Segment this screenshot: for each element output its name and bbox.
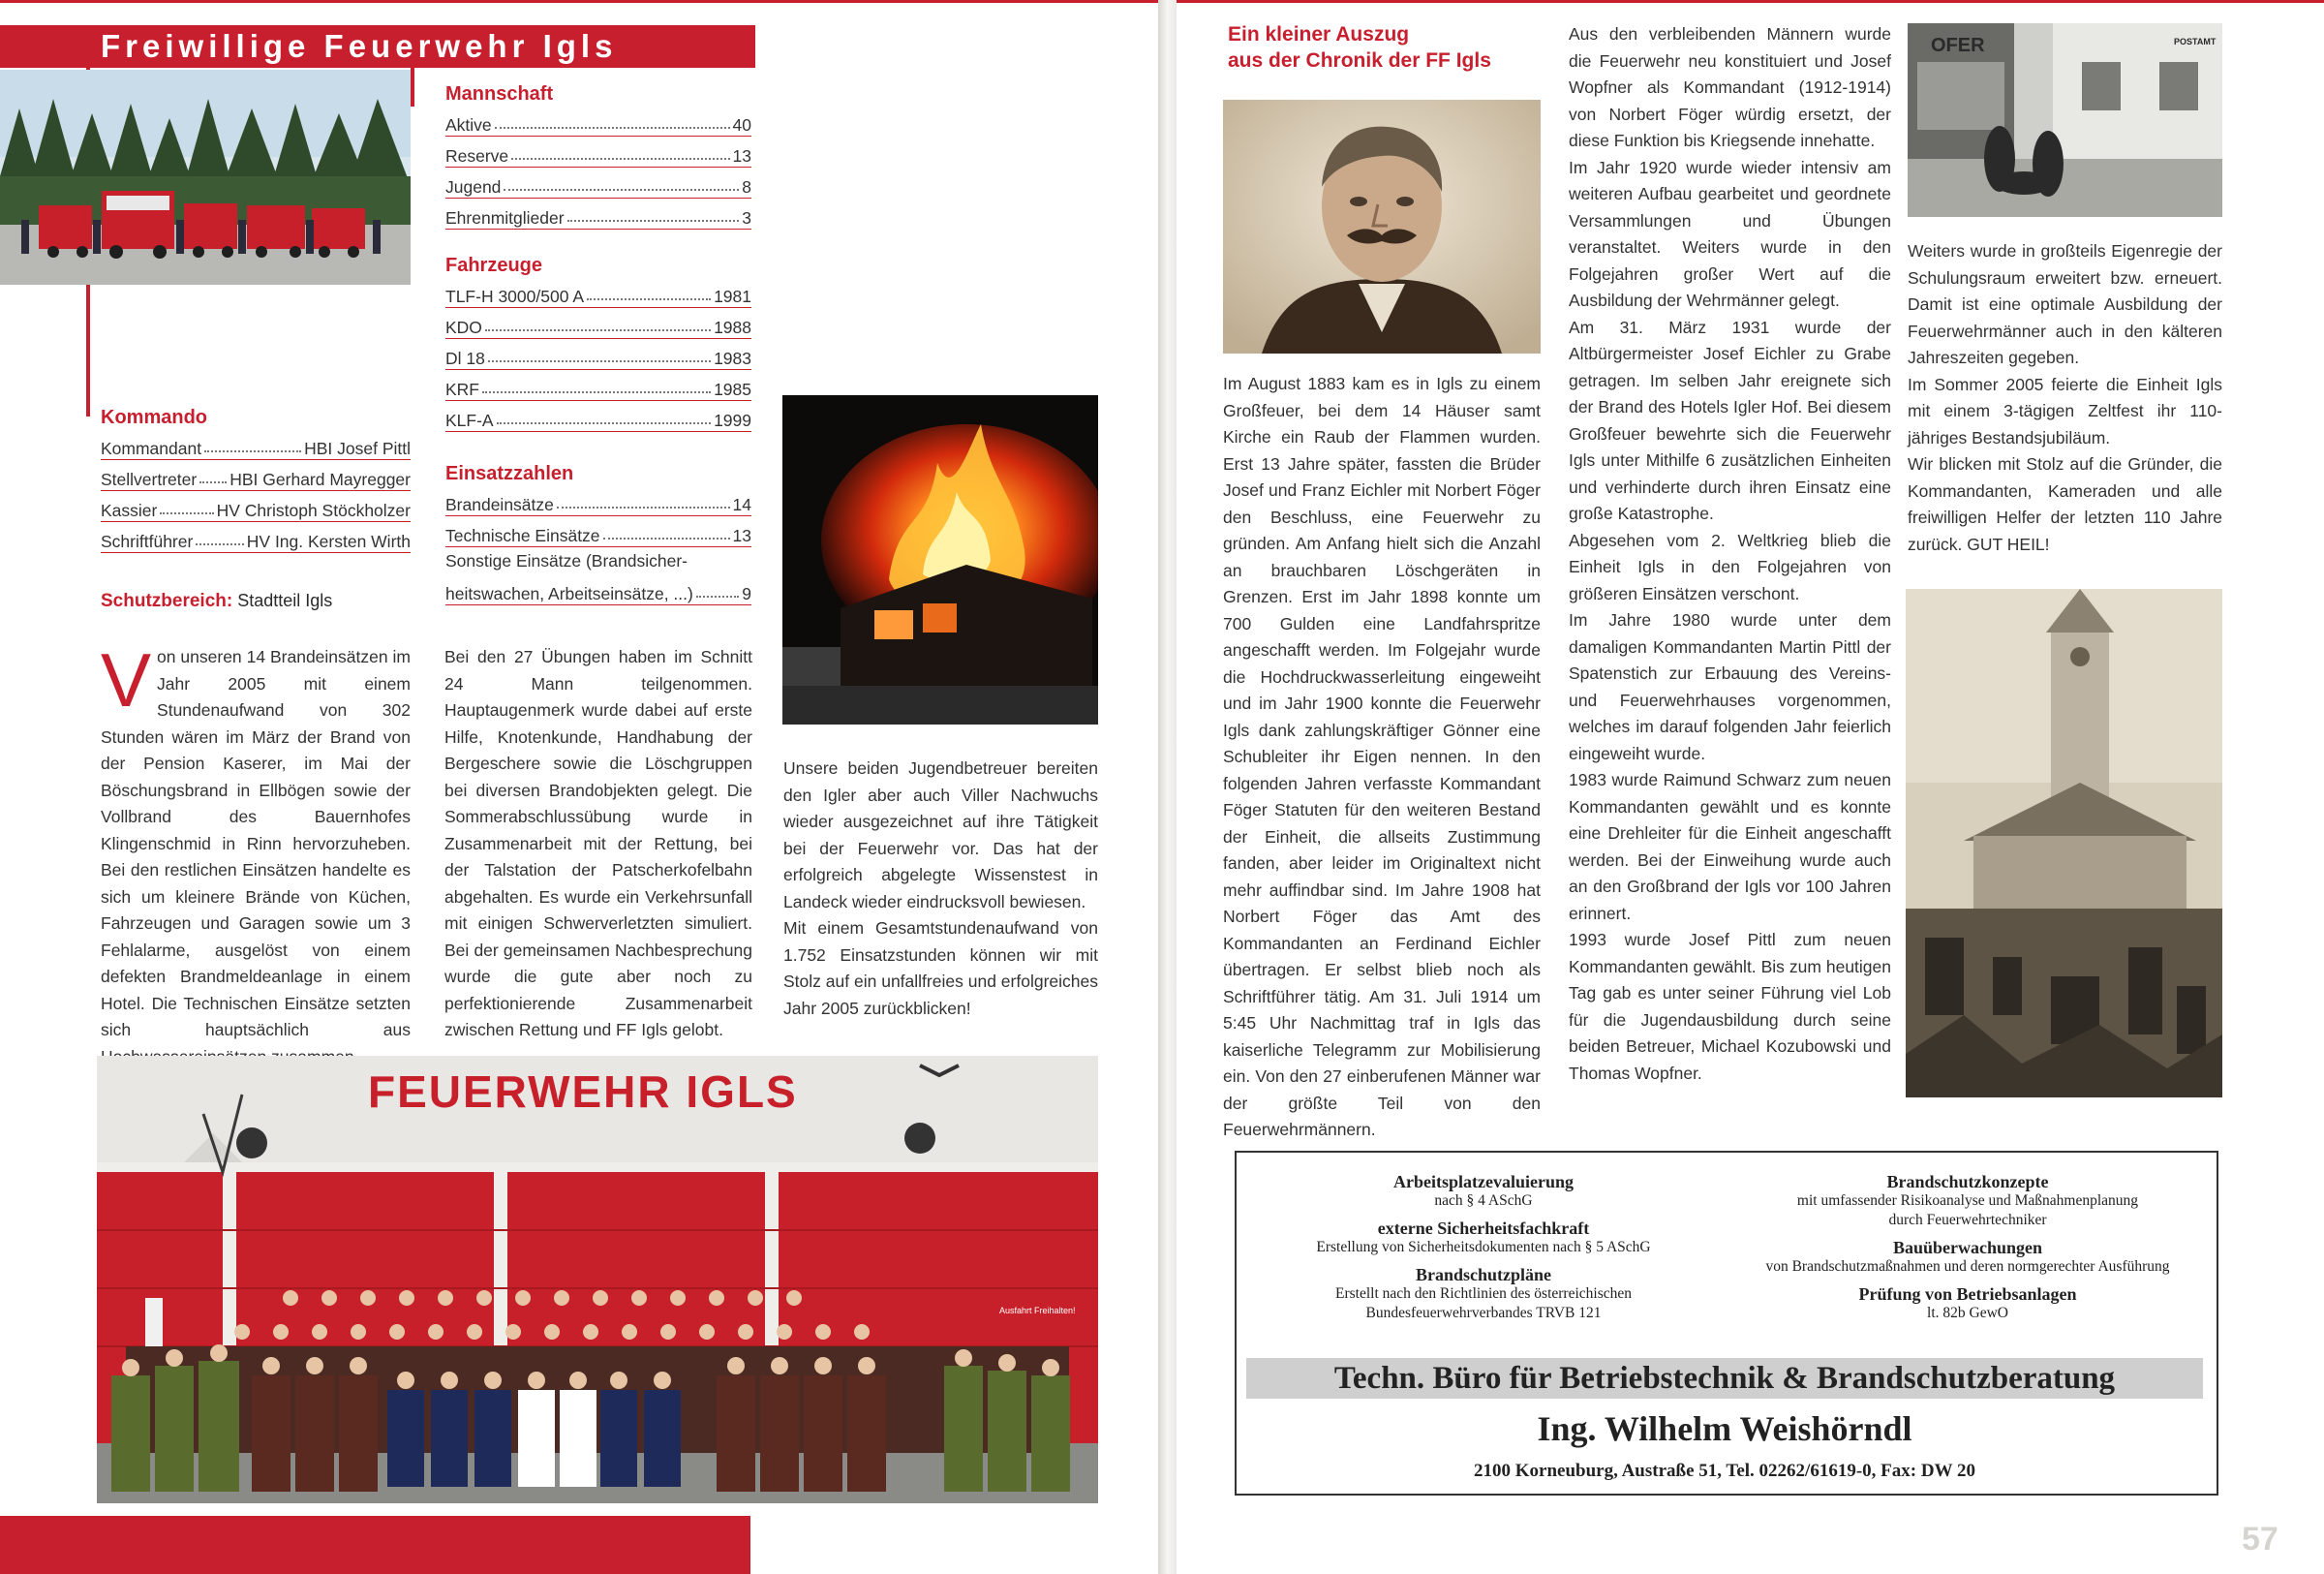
mannschaft-section xyxy=(445,83,751,230)
list-item: Jugend 8 xyxy=(445,168,751,199)
einsatzzahlen-heading: Einsatzzahlen xyxy=(445,463,574,484)
list-item: Kassier HV Christoph Stöckholzer xyxy=(101,491,411,522)
old-street-photo xyxy=(1908,23,2222,217)
schutzbereich: Schutzbereich: Stadtteil Igls xyxy=(101,591,333,611)
fire-trucks-photo xyxy=(0,70,411,285)
list-item: Dl 18 1983 xyxy=(445,339,751,370)
chronik-heading: Ein kleiner Auszug aus der Chronik der FF Igls xyxy=(1228,23,1491,72)
old-photo-sign-postamt: POSTAMT xyxy=(2174,37,2217,46)
ad-name: Ing. Wilhelm Weishörndl xyxy=(1537,1409,1912,1448)
mannschaft-list xyxy=(445,106,751,230)
garage-sign: Ausfahrt Freihalten! xyxy=(999,1306,1076,1315)
ad-left-column: Arbeitsplatzevaluierung nach § 4 ASchG externe Sicherheitsfachkraft Erstellung von Sicherheitsdokumenten nach § 5 ASchG Brandschutzpläne Erstellt nach den Richtlinien des österreichischen Bundesfeuerwehrverbandes TRVB 121 xyxy=(1316,1172,1651,1321)
list-item: KLF-A 1999 xyxy=(445,401,751,432)
portrait-photo xyxy=(1223,100,1541,354)
list-item: KDO 1988 xyxy=(445,308,751,339)
group-photo xyxy=(97,1056,1098,1503)
list-item: Ehrenmitglieder 3 xyxy=(445,199,751,230)
list-item: Schriftführer HV Ing. Kersten Wirth xyxy=(101,522,411,553)
church-ruins-photo xyxy=(1906,589,2222,1097)
page-title: Freiwillige Feuerwehr Igls xyxy=(0,25,755,68)
mannschaft-heading: Mannschaft xyxy=(445,83,554,105)
chronik-column-3: Weiters wurde in großteils Eigenregie der Schulungsraum erweitert bzw. erneuert. Damit ist eine optimale Ausbildung der Feuerwehrmänner auch in den kälteren Jahreszeiten gegeben. Im Sommer 2005 feierte die Einheit Igls mit einem 3-tägigen Zeltfest ihr 110-jähriges Bestandsjubiläum. Wir blicken mit Stolz auf die Gründer, die Kommandanten, Kameraden und alle freiwilligen Helfer der letzten 110 Jahre zurück. GUT HEIL! xyxy=(1908,241,2222,554)
list-item: TLF-H 3000/500 A 1981 xyxy=(445,277,751,308)
ad-banner: Techn. Büro für Betriebstechnik & Brandschutzberatung xyxy=(1246,1358,2203,1399)
fire-photo xyxy=(782,395,1098,725)
article-column-3: Unsere beiden Jugendbetreuer bereiten den Igler aber auch Viller Nachwuchs wieder ausgezeichnet auf ihre Tätigkeit bei der Feuerwehr vor. Das hat der erfolgreich abgelegte Wissenstest in Landeck wieder eindrucksvoll bewiesen. Mit einem Gesamtstundenaufwand von 1.752 Einsatzstunden können wir mit Stolz auf ein unfallfreies und erfolgreiches Jahr 2005 zurückblicken! xyxy=(783,758,1098,1018)
fahrzeuge-section xyxy=(445,255,751,432)
list-item: Stellvertreter HBI Gerhard Mayregger xyxy=(101,460,411,491)
right-page xyxy=(1177,0,2324,1574)
list-item: Kommandant HBI Josef Pittl xyxy=(101,429,411,460)
page-number: 57 xyxy=(2242,1521,2278,1558)
list-item: KRF 1985 xyxy=(445,370,751,401)
chronik-column-1: Im August 1883 kam es in Igls zu einem Großfeuer, bei dem 14 Häuser samt Kirche ein Raub der Flammen wurden. Erst 13 Jahre später, fassten die Brüder Josef und Franz Eichler mit Norbert Föger den Beschluss, eine Feuerwehr zu gründen. Am Anfang hielt sich die Anzahl an brauchbaren Löschgeräten in Grenzen. Erst im Jahr 1898 konnte um 700 Gulden eine Landfahrspritze angeschafft werden. Im Folgejahr wurde die Hochdruckwasserleitung eingeweiht und im Jahr 1900 konnte die Feuerwehr Igls dank zahlungskräftiger Gönner eine Schubleiter ihr Eigen nennen. In den folgenden Jahren verfasste Kommandant Föger Statuten für den weiteren Bestand der Einheit, die allseits Zustimmung fanden, aber leider im Originaltext nicht mehr auffindbar sind. Im Jahre 1908 hat Norbert Föger das Amt des Kommandanten an Ferdinand Eichler übertragen. Er selbst blieb noch als Schriftführer tätig. Am 31. Juli 1914 um 5:45 Uhr Nachmittag traf in Igls das kaiserliche Telegramm zur Mobilisierung ein. Von den 27 einberufenen Männer war der größte Teil von den Feuerwehrmännern. xyxy=(1223,374,1541,1139)
list-item: Technische Einsätze 13 xyxy=(445,516,751,547)
advertisement xyxy=(1235,1151,2218,1496)
kommando-heading: Kommando xyxy=(101,407,207,428)
list-item: Brandeinsätze 14 xyxy=(445,485,751,516)
list-item: heitswachen, Arbeitseinsätze, ...) 9 xyxy=(445,574,751,605)
station-sign: FEUERWEHR IGLS xyxy=(368,1066,798,1117)
red-rule-vertical xyxy=(411,68,414,107)
article-column-1: V on unseren 14 Brandeinsätzen im Jahr 2005 mit einem Stundenaufwand von 302 Stunden wären im März der Brand von der Pension Kaserer, im Mai der Böschungsbrand in Ellbögen sowie der Vollbrand des Bauernhofes Klingenschmid in Rinn hervorzuheben. Bei den restlichen Einsätzen handelte es sich um kleinere Brände von Küchen, Fahrzeugen und Garagen sowie um 3 Fehlalarme, ausgelöst von einem defekten Brandmeldeanlage in einem Hotel. Die Technischen Einsätze setzten sich hauptsächlich aus xyxy=(101,637,411,1039)
old-photo-sign-ofer: OFER xyxy=(1931,35,1985,56)
drop-cap: V xyxy=(101,637,152,723)
kommando-section xyxy=(101,407,411,553)
list-item: Aktive 40 xyxy=(445,106,751,137)
sonstige-line1: Sonstige Einsätze (Brandsicher- xyxy=(445,551,688,571)
chronik-column-2: Aus den verbleibenden Männern wurde die Feuerwehr neu konstituiert und Josef Wopfner als Kommandant (1912-1914) von Norbert Föger würdig ersetzt, der diese Funktion bis Kriegsende innehatte. Im Jahr 1920 wurde wieder intensiv am weiteren Aufbau gearbeitet und geordnete Versammlungen und Übungen veranstaltet. Weiters wurde in den Folgejahren großer Wert auf die Ausbildung der Wehrmänner gelegt. Am 31. März 1931 wurde der Altbürgermeister Josef Eichler zu Grabe getragen. Im selben Jahr ereignete sich der Brand des Hotels Igler Hof. Bei diesem Großfeuer bewehrte sich die Feuerwehr Igls unter Mithilfe 6 zusätzlichen Einheiten und verhinderte durch ihren Einsatz eine große Katastrophe. Abgesehen vom 2. Weltkrieg blieb die Einheit Igls in den Folgejahren von größeren Einsätzen verschont. Im Jahre 1980 wurde unter dem damaligen Kommandanten Martin Pittl der Spatenstich zur Erbauung des Vereins- und Feuerwehrhauses vorgenommen, welches im darauf folgenden Jahr feierlich eingeweiht wurde. 1983 wurde Raimund Schwarz zum neuen Kommandanten gewählt und es konnte eine Drehleiter für die Einheit angeschafft werden. Bei der Einweihung wurde auch an den Großbrand der Igls vor 100 Jahren erinnert. 1993 wurde Josef Pittl zum neuen Kommandanten gewählt. Bis zum heutigen Tag gab es unter seiner Führung viel Lob für die Jugendausbildung durch seine beiden Betreuer, Michael Kozubowski und Thomas Wopfner. xyxy=(1569,24,1891,1083)
footer-bar xyxy=(0,1516,750,1574)
ad-address: 2100 Korneuburg, Austraße 51, Tel. 02262/61619-0, Fax: DW 20 xyxy=(1474,1461,1975,1481)
list-item: Reserve 13 xyxy=(445,137,751,168)
einsatzzahlen-section xyxy=(445,463,751,605)
top-rule xyxy=(1177,0,2324,3)
fahrzeuge-list xyxy=(445,277,751,432)
top-rule xyxy=(0,0,1162,3)
fahrzeuge-heading: Fahrzeuge xyxy=(445,255,543,276)
article-column-2: Bei den 27 Übungen haben im Schnitt 24 Mann teilgenommen. Hauptaugenmerk wurde dabei auf erste Hilfe, Knotenkunde, Handhabung der Bergeschere sowie die Löschgruppen bei diversen Brandobjekten gelegt. Die Sommerabschlussübung wurde in Zusammenarbeit mit der Rettung, bei der Talstation der Patscherkofelbahn abgehalten. Es wurde ein Verkehrsunfall mit einigen Schwerverletzten simuliert. Bei der gemeinsamen Nachbesprechung wurde die gute aber noch zu perfektionierende Zusammenarbeit zwischen Rettung und FF Igls gelobt. xyxy=(444,647,752,1039)
ad-right-column: Brandschutzkonzepte mit umfassender Risikoanalyse und Maßnahmenplanung durch Feuerwehrtechniker Bauüberwachungen von Brandschutzmaßnahmen und deren normgerechter Ausführung Prüfung von Betriebsanlagen lt. 82b GewO xyxy=(1765,1172,2170,1321)
